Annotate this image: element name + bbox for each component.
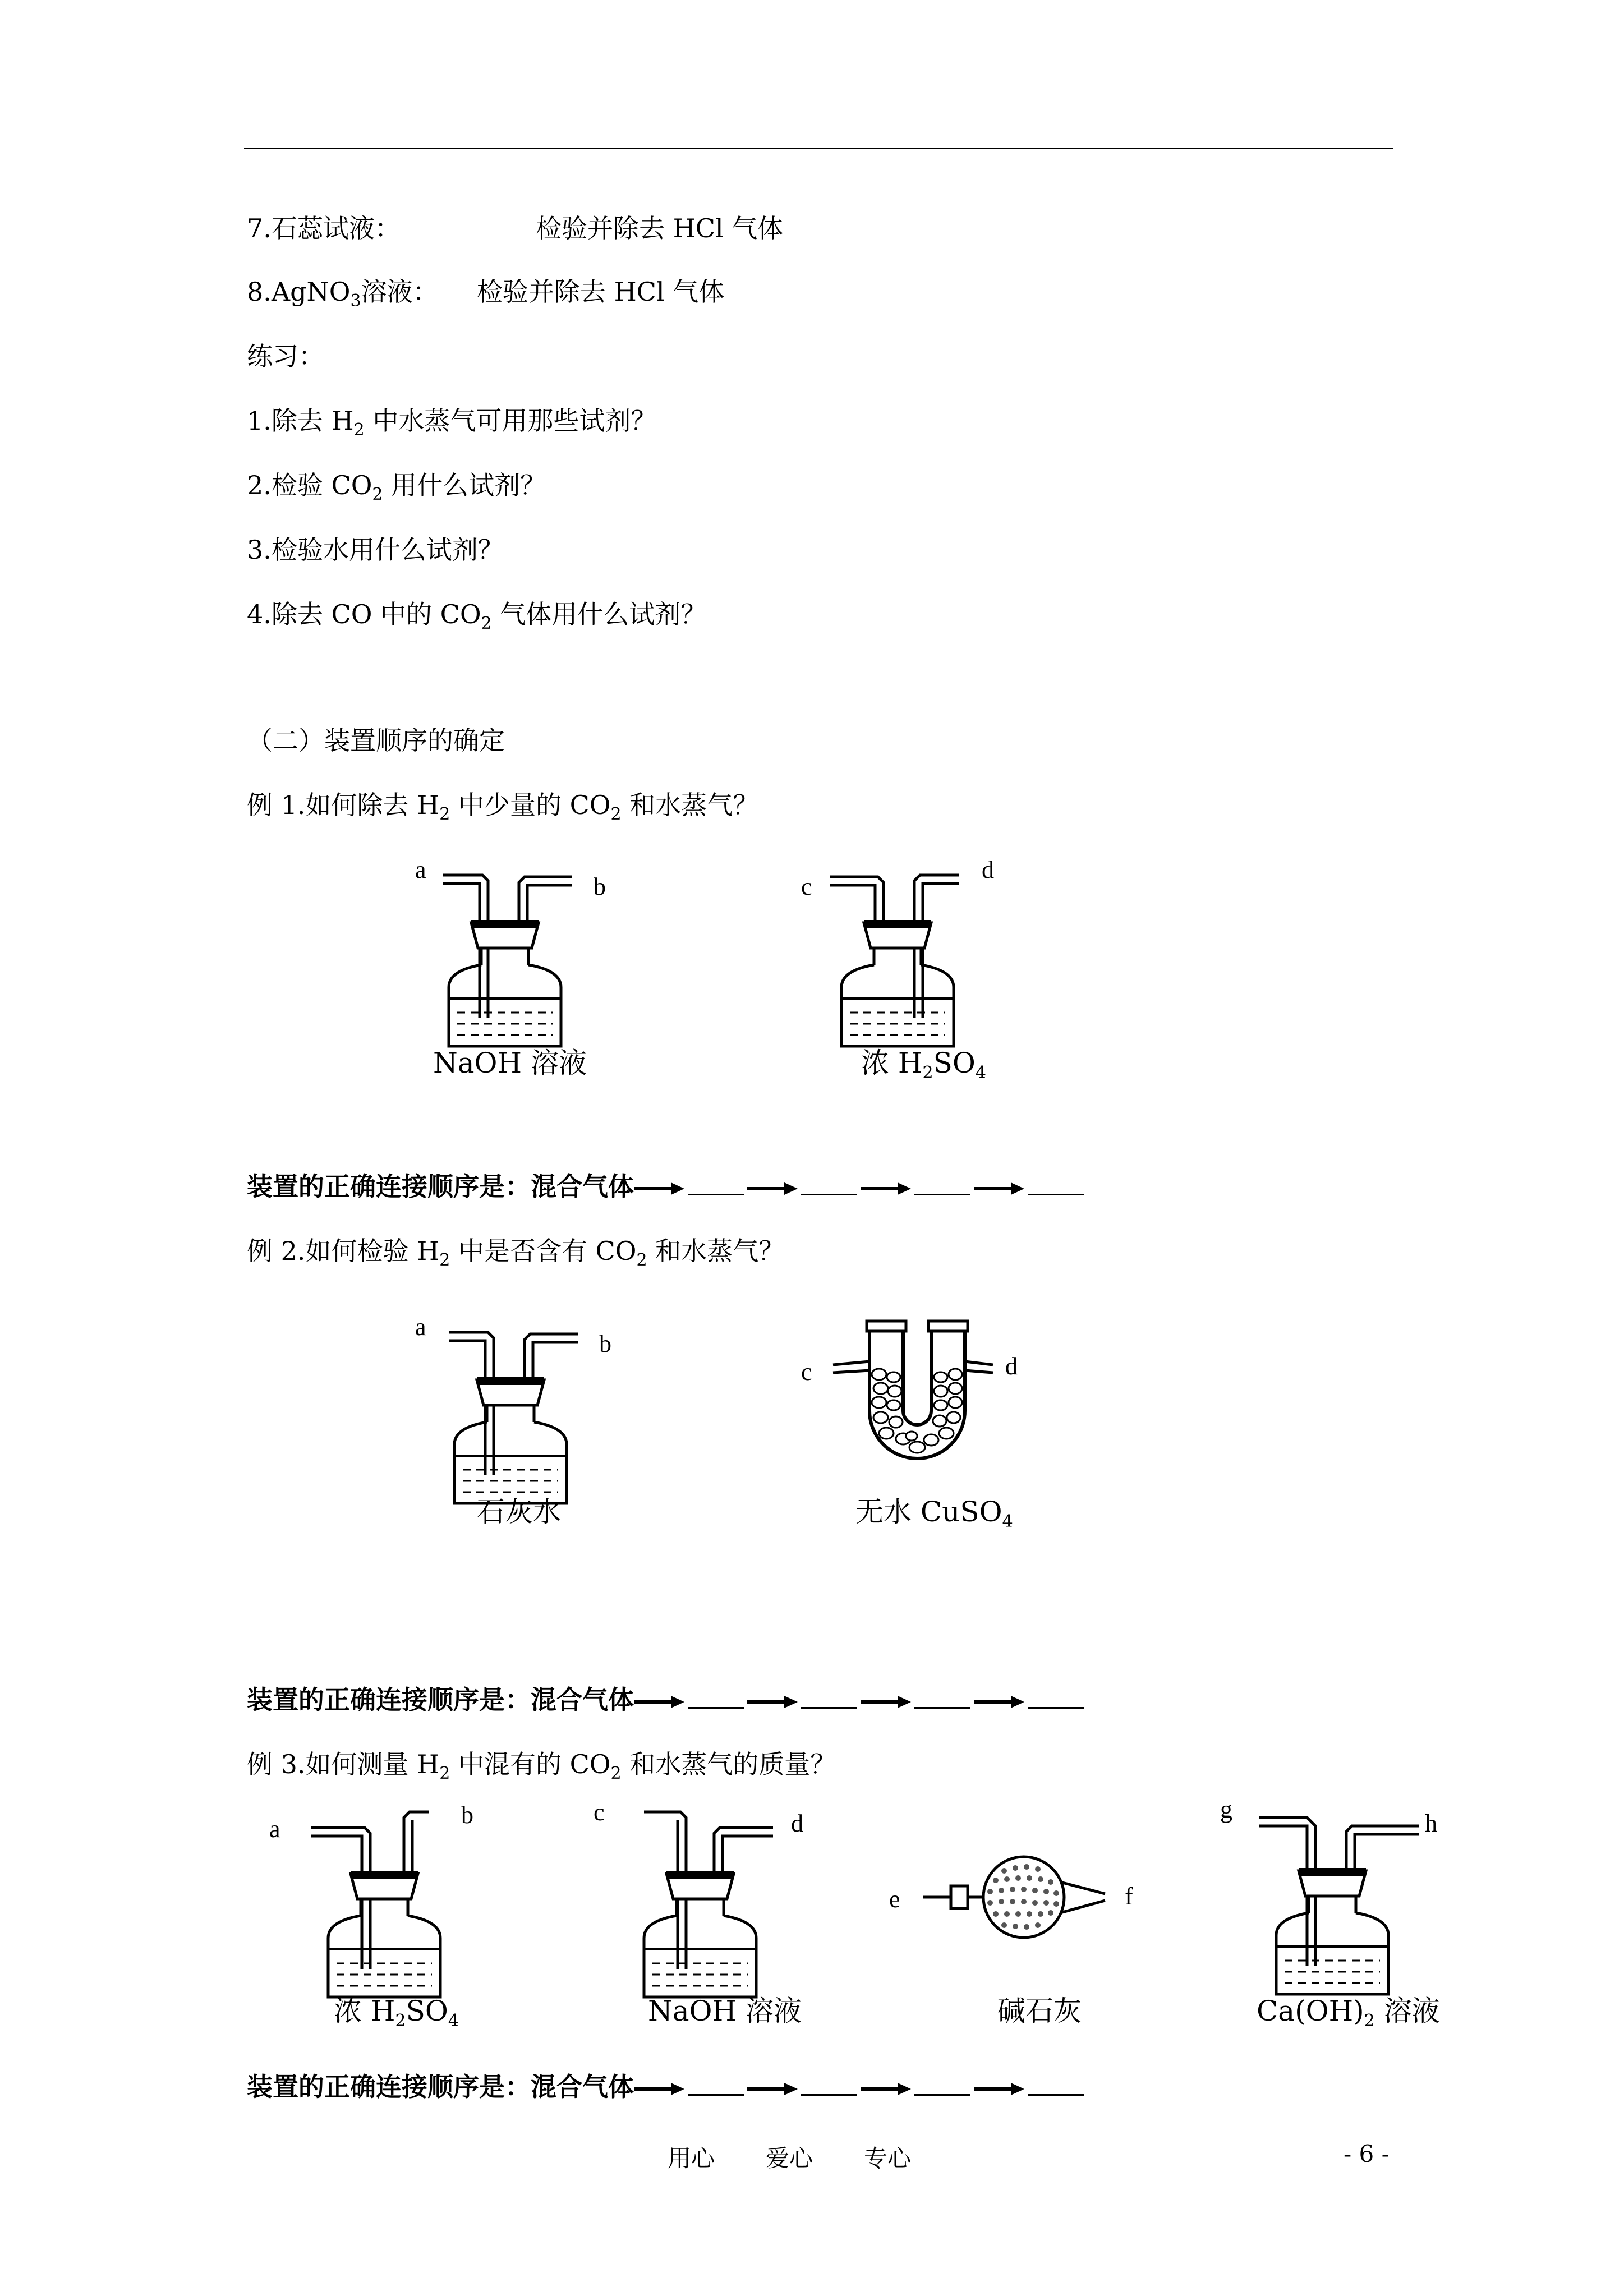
order-line-3: 装置的正确连接顺序是：混合气体 [247, 2070, 1087, 2104]
answer-blank[interactable] [801, 1171, 857, 1195]
answer-blank[interactable] [914, 1171, 970, 1195]
caption-soda-lime: 碱石灰 [997, 1995, 1082, 2027]
arrow-icon [861, 1180, 911, 1197]
arrow-icon [861, 2081, 911, 2097]
answer-blank[interactable] [914, 2072, 970, 2096]
answer-blank[interactable] [1028, 2072, 1084, 2096]
text-line-7-desc: 检验并除去 HCl 气体 [536, 213, 784, 243]
arrow-icon [861, 1694, 911, 1710]
wash-bottle-limewater [1259, 1809, 1428, 2000]
label-c: c [594, 1798, 605, 1826]
question-4: 4.除去 CO 中的 $CO_2$ 气体用什么试剂？ [247, 599, 707, 633]
example-1-title: 例 1.如何除去 $H_2$ 中少量的 $CO_2$ 和水蒸气？ [247, 790, 759, 824]
caption-limewater: 石灰水 [477, 1496, 561, 1528]
arrow-icon [974, 1694, 1024, 1710]
arrow-icon [747, 1694, 798, 1710]
question-2: 2.检验 $CO_2$ 用什么试剂？ [247, 470, 546, 504]
answer-blank[interactable] [801, 1685, 857, 1709]
answer-blank[interactable] [914, 1685, 970, 1709]
text-line-8: 8.AgNO$_3$溶液： [247, 277, 439, 311]
footer-motto-1: 用心 [668, 2145, 715, 2172]
label-d: d [1005, 1352, 1018, 1380]
answer-blank[interactable] [688, 1685, 744, 1709]
wash-bottle-naoh [432, 861, 583, 1052]
label-e: e [889, 1885, 900, 1913]
label-a: a [415, 1313, 426, 1341]
arrow-icon [747, 1180, 798, 1197]
caption-conc-h2so4: 浓 $H_2SO_4$ [334, 1995, 459, 2031]
text-line-8-desc: 检验并除去 HCl 气体 [477, 277, 725, 307]
arrow-icon [974, 2081, 1024, 2097]
label-f: f [1125, 1883, 1133, 1910]
u-tube-cuso4 [827, 1321, 1007, 1478]
footer-motto-2: 爱心 [766, 2145, 813, 2172]
caption-naoh-solution: NaOH 溶液 [648, 1995, 802, 2027]
label-g: g [1220, 1796, 1232, 1823]
wash-bottle-naoh [627, 1812, 779, 2003]
label-b: b [594, 873, 606, 900]
label-d: d [982, 856, 994, 884]
answer-blank[interactable] [688, 2072, 744, 2096]
label-c: c [801, 873, 812, 900]
caption-caoh2-solution: $Ca(OH)_2$ 溶液 [1257, 1995, 1440, 2031]
page-number: - 6 - [1344, 2140, 1390, 2168]
caption-conc-h2so4: 浓 $H_2SO_4$ [861, 1047, 986, 1083]
wash-bottle-limewater [438, 1318, 589, 1509]
example-2-title: 例 2.如何检验 $H_2$ 中是否含有 $CO_2$ 和水蒸气？ [247, 1236, 785, 1270]
answer-blank[interactable] [1028, 1171, 1084, 1195]
label-h: h [1425, 1810, 1437, 1837]
label-c: c [801, 1358, 812, 1386]
arrow-icon [634, 1180, 684, 1197]
header-rule [244, 148, 1393, 149]
caption-naoh-solution: NaOH 溶液 [433, 1047, 587, 1079]
arrow-icon [974, 1180, 1024, 1197]
wash-bottle-h2so4 [311, 1812, 463, 2003]
caption-anhydrous-cuso4: 无水 CuSO$_4$ [855, 1496, 1013, 1531]
arrow-icon [634, 1694, 684, 1710]
drying-tube-soda-lime [920, 1846, 1111, 1947]
label-b: b [599, 1330, 611, 1358]
section-heading: （二）装置顺序的确定 [247, 725, 505, 756]
answer-blank[interactable] [801, 2072, 857, 2096]
arrow-icon [747, 2081, 798, 2097]
order-line-1: 装置的正确连接顺序是：混合气体 [247, 1170, 1087, 1203]
wash-bottle-h2so4 [825, 861, 976, 1052]
label-a: a [269, 1815, 280, 1843]
order-line-2: 装置的正确连接顺序是：混合气体 [247, 1683, 1087, 1717]
question-1: 1.除去 $H_2$ 中水蒸气可用那些试剂？ [247, 406, 657, 440]
example-3-title: 例 3.如何测量 $H_2$ 中混有的 $CO_2$ 和水蒸气的质量？ [247, 1749, 836, 1783]
question-3: 3.检验水用什么试剂？ [247, 535, 504, 565]
arrow-icon [634, 2081, 684, 2097]
practice-heading: 练习： [247, 341, 324, 371]
answer-blank[interactable] [1028, 1685, 1084, 1709]
label-d: d [791, 1810, 803, 1837]
text-line-7: 7.石蕊试液： [247, 213, 401, 243]
label-a: a [415, 856, 426, 884]
label-b: b [461, 1801, 473, 1829]
answer-blank[interactable] [688, 1171, 744, 1195]
footer-motto-3: 专心 [864, 2145, 912, 2172]
